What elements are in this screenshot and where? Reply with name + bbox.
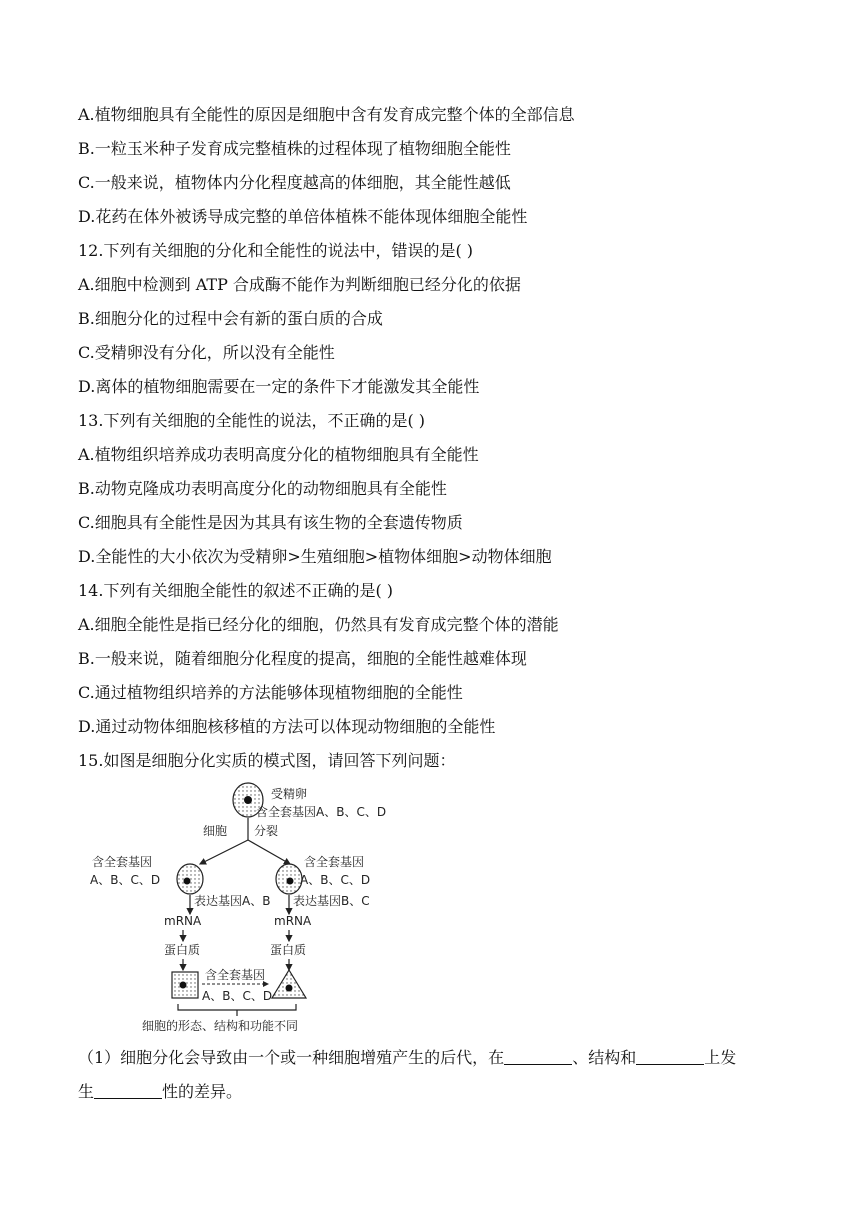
option-line: A.细胞全能性是指已经分化的细胞，仍然具有发育成完整个体的潜能 xyxy=(78,615,559,634)
split-label-left: 细胞 xyxy=(203,824,228,838)
option-line: C.一般来说，植物体内分化程度越高的体细胞，其全能性越低 xyxy=(78,173,511,192)
protein-right-label: 蛋白质 xyxy=(270,943,307,957)
option-line: D.花药在体外被诱导成完整的单倍体植株不能体现体细胞全能性 xyxy=(78,207,528,226)
left-daughter-cell xyxy=(177,864,203,894)
question-14: 14.下列有关细胞全能性的叙述不正确的是( ) xyxy=(78,581,394,600)
question-15-part-1-cont xyxy=(78,1082,242,1102)
option-line: C.通过植物组织培养的方法能够体现植物细胞的全能性 xyxy=(78,683,463,702)
question-15: 15.如图是细胞分化实质的模式图，请回答下列问题： xyxy=(78,751,456,770)
left-label-2: A、B、C、D xyxy=(90,873,161,887)
option-line: D.全能性的大小依次为受精卵>生殖细胞>植物体细胞>动物体细胞 xyxy=(78,547,552,566)
mrna-right-label: mRNA xyxy=(274,914,312,928)
right-label-2: A、B、C、D xyxy=(300,873,371,887)
option-line: A.植物细胞具有全能性的原因是细胞中含有发育成完整个体的全部信息 xyxy=(78,105,575,124)
square-cell xyxy=(172,972,198,998)
bottom-label-2: A、B、C、D xyxy=(202,989,273,1003)
left-label-1: 含全套基因 xyxy=(92,855,153,869)
part1-text-c: 上发 xyxy=(704,1048,737,1067)
answer-blank[interactable] xyxy=(504,1048,572,1065)
mrna-left-label: mRNA xyxy=(164,914,202,928)
top-label-1: 受精卵 xyxy=(271,787,308,801)
option-line: C.受精卵没有分化，所以没有全能性 xyxy=(78,343,335,362)
option-line: A.细胞中检测到 ATP 合成酶不能作为判断细胞已经分化的依据 xyxy=(78,275,521,294)
option-line: C.细胞具有全能性是因为其具有该生物的全套遗传物质 xyxy=(78,513,463,532)
right-express-label: 表达基因B、C xyxy=(293,894,370,908)
part1-text-a: （1）细胞分化会导致由一个或一种细胞增殖产生的后代，在 xyxy=(78,1048,505,1067)
triangle-cell xyxy=(272,970,306,998)
cell-differentiation-diagram xyxy=(78,778,418,1038)
top-label-2: 含全套基因A、B、C、D xyxy=(256,805,387,819)
answer-blank[interactable] xyxy=(94,1082,162,1099)
question-13: 13.下列有关细胞的全能性的说法，不正确的是( ) xyxy=(78,411,426,430)
diagram-caption: 细胞的形态、结构和功能不同 xyxy=(142,1019,299,1033)
question-12: 12.下列有关细胞的分化和全能性的说法中，错误的是( ) xyxy=(78,241,474,260)
option-line: A.植物组织培养成功表明高度分化的植物细胞具有全能性 xyxy=(78,445,479,464)
left-express-label: 表达基因A、B xyxy=(194,894,271,908)
part2-text-a: 生 xyxy=(78,1082,95,1101)
protein-left-label: 蛋白质 xyxy=(164,943,201,957)
bottom-label-1: 含全套基因 xyxy=(205,968,266,982)
option-line: B.动物克隆成功表明高度分化的动物细胞具有全能性 xyxy=(78,479,447,498)
split-label-right: 分裂 xyxy=(254,824,279,838)
part1-text-b: 、结构和 xyxy=(572,1048,637,1067)
question-15-part-1 xyxy=(78,1048,736,1068)
option-line: B.一粒玉米种子发育成完整植株的过程体现了植物细胞全能性 xyxy=(78,139,511,158)
option-line: D.离体的植物细胞需要在一定的条件下才能激发其全能性 xyxy=(78,377,480,396)
answer-blank[interactable] xyxy=(636,1048,704,1065)
option-line: B.细胞分化的过程中会有新的蛋白质的合成 xyxy=(78,309,383,328)
right-daughter-cell xyxy=(276,864,302,894)
right-label-1: 含全套基因 xyxy=(304,855,365,869)
part2-text-b: 性的差异。 xyxy=(162,1082,243,1101)
option-line: B.一般来说，随着细胞分化程度的提高，细胞的全能性越难体现 xyxy=(78,649,527,668)
option-line: D.通过动物体细胞核移植的方法可以体现动物细胞的全能性 xyxy=(78,717,496,736)
